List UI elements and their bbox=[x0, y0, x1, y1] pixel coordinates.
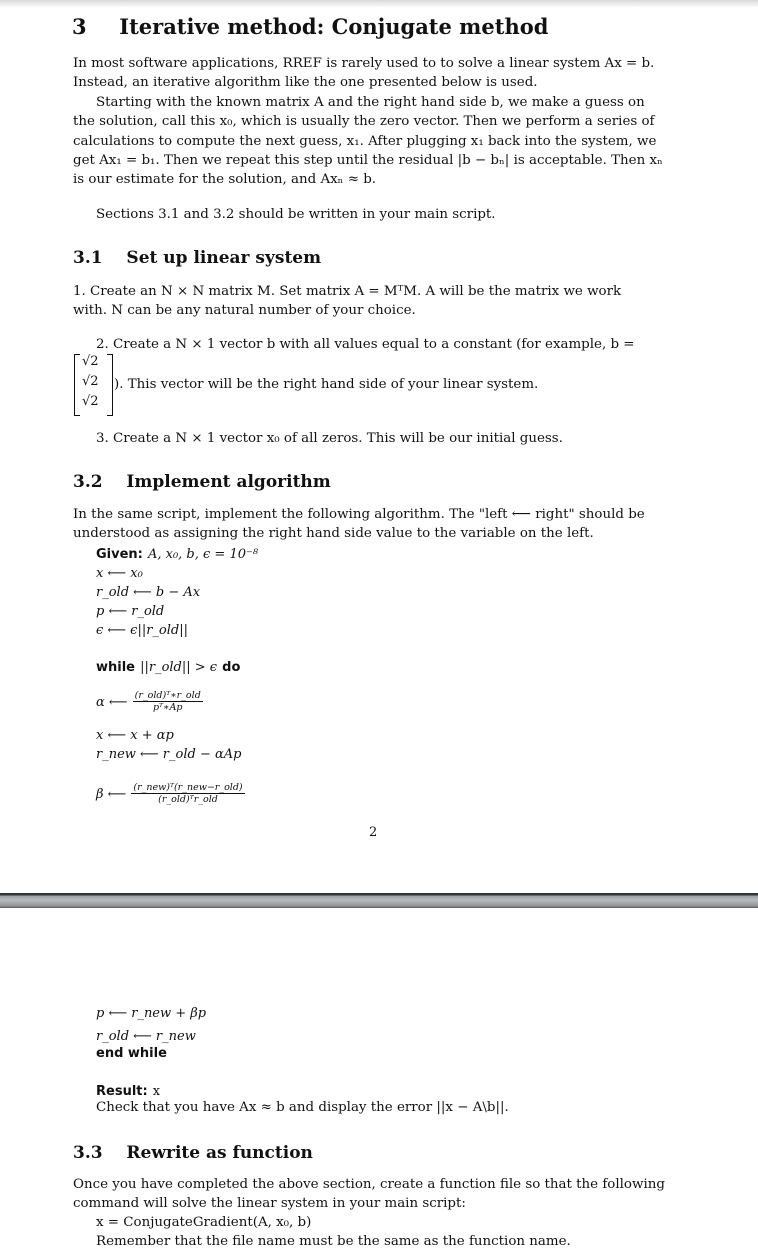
section-33-number: 3.3 bbox=[73, 1143, 103, 1163]
vector-entry-1: √2 bbox=[82, 354, 99, 369]
section-33-title: Rewrite as function bbox=[126, 1143, 313, 1163]
beta-numerator: (r_new)ᵀ(r_new−r_old) bbox=[133, 782, 243, 793]
section-3-title: Iterative method: Conjugate method bbox=[119, 14, 549, 39]
beta-fraction bbox=[131, 782, 244, 805]
do-keyword: do bbox=[222, 660, 241, 675]
s31-item2-tail: ). This vector will be the right hand side of your linear system. bbox=[114, 377, 539, 392]
while-line bbox=[96, 656, 240, 675]
while-condition: ||r_old|| > ϵ bbox=[140, 660, 218, 675]
s3-para3: Sections 3.1 and 3.2 should be written in your main script. bbox=[96, 207, 496, 222]
given-line bbox=[96, 543, 258, 562]
s33-line1: Once you have completed the above section, create a function file so that the following bbox=[73, 1177, 665, 1192]
s33-command: x = ConjugateGradient(A, x₀, b) bbox=[96, 1215, 312, 1230]
given-label: Given: bbox=[96, 547, 143, 562]
alpha-denominator: pᵀ∗Ap bbox=[152, 702, 183, 713]
vector-entry-3: √2 bbox=[82, 394, 99, 409]
top-shadow bbox=[0, 0, 758, 8]
s3-para1-line1: In most software applications, RREF is rarely used to to solve a linear system Ax = b. bbox=[73, 56, 655, 71]
check-line: Check that you have Ax ≈ b and display the error ||x − A\b||. bbox=[96, 1100, 509, 1115]
section-32-heading bbox=[73, 472, 331, 492]
s3-para2-line1: Starting with the known matrix A and the right hand side b, we make a guess on bbox=[96, 95, 645, 110]
alpha-numerator: (r_old)ᵀ∗r_old bbox=[134, 690, 201, 701]
section-3-number: 3 bbox=[72, 14, 87, 39]
s3-para2-line4: get Ax₁ = b₁. Then we repeat this step until the residual |b − bₙ| is acceptable. Then xₙ bbox=[73, 153, 663, 168]
alg-line-6: x ⟵ x + αp bbox=[96, 728, 174, 743]
s3-para2-line2: the solution, call this x₀, which is usually the zero vector. Then we perform a series of bbox=[73, 114, 655, 129]
alg-line-7: r_new ⟵ r_old − αAp bbox=[96, 747, 242, 762]
alpha-fraction bbox=[133, 690, 203, 713]
result-line bbox=[96, 1080, 160, 1099]
s3-para2-line3: calculations to compute the next guess, x₁. After plugging x₁ back into the system, we bbox=[73, 134, 657, 149]
s32-intro-line1: In the same script, implement the following algorithm. The "left ⟵ right" should be bbox=[73, 507, 645, 522]
s3-para1-line2: Instead, an iterative algorithm like the one presented below is used. bbox=[73, 75, 538, 90]
section-32-number: 3.2 bbox=[73, 472, 103, 492]
s31-item2-line1: 2. Create a N × 1 vector b with all values equal to a constant (for example, b = bbox=[96, 337, 635, 352]
vector-right-bracket bbox=[107, 354, 113, 416]
page-separator bbox=[0, 893, 758, 908]
alg-line-10: r_old ⟵ r_new bbox=[96, 1029, 196, 1044]
result-value: x bbox=[152, 1084, 161, 1099]
section-31-title: Set up linear system bbox=[126, 248, 322, 268]
s31-item1-line2: with. N can be any natural number of your choice. bbox=[73, 303, 416, 318]
alg-line-1: x ⟵ x₀ bbox=[96, 566, 143, 581]
alg-line-4: ϵ ⟵ ϵ||r_old|| bbox=[96, 623, 189, 638]
beta-lhs: β ⟵ bbox=[96, 787, 127, 802]
while-keyword: while bbox=[96, 660, 135, 675]
section-33-heading bbox=[73, 1143, 313, 1163]
s32-intro-line2: understood as assigning the right hand side value to the variable on the left. bbox=[73, 526, 594, 541]
s33-line2: command will solve the linear system in your main script: bbox=[73, 1196, 466, 1211]
section-31-heading bbox=[73, 248, 321, 268]
result-label: Result: bbox=[96, 1084, 148, 1099]
alg-line-2: r_old ⟵ b − Ax bbox=[96, 585, 201, 600]
page-number: 2 bbox=[369, 825, 378, 840]
beta-denominator: (r_old)ᵀr_old bbox=[158, 794, 218, 805]
beta-line bbox=[96, 782, 245, 805]
alg-line-3: p ⟵ r_old bbox=[96, 604, 165, 619]
alpha-line bbox=[96, 690, 203, 713]
given-value: A, x₀, b, ϵ = 10⁻⁸ bbox=[147, 547, 259, 562]
s31-item3: 3. Create a N × 1 vector x₀ of all zeros. This will be our initial guess. bbox=[96, 431, 563, 446]
s33-note: Remember that the file name must be the same as the function name. bbox=[96, 1234, 571, 1249]
alg-line-9: p ⟵ r_new + βp bbox=[96, 1006, 207, 1021]
end-while: end while bbox=[96, 1046, 167, 1061]
s31-item1-line1: 1. Create an N × N matrix M. Set matrix A = MᵀM. A will be the matrix we work bbox=[73, 284, 622, 299]
vector-left-bracket bbox=[74, 354, 80, 416]
section-3-heading bbox=[72, 14, 548, 39]
section-32-title: Implement algorithm bbox=[126, 472, 331, 492]
section-31-number: 3.1 bbox=[73, 248, 103, 268]
page-2 bbox=[0, 908, 758, 1258]
alpha-lhs: α ⟵ bbox=[96, 695, 128, 710]
s3-para2-line5: is our estimate for the solution, and Axₙ ≈ b. bbox=[73, 172, 377, 187]
vector-entry-2: √2 bbox=[82, 374, 99, 389]
